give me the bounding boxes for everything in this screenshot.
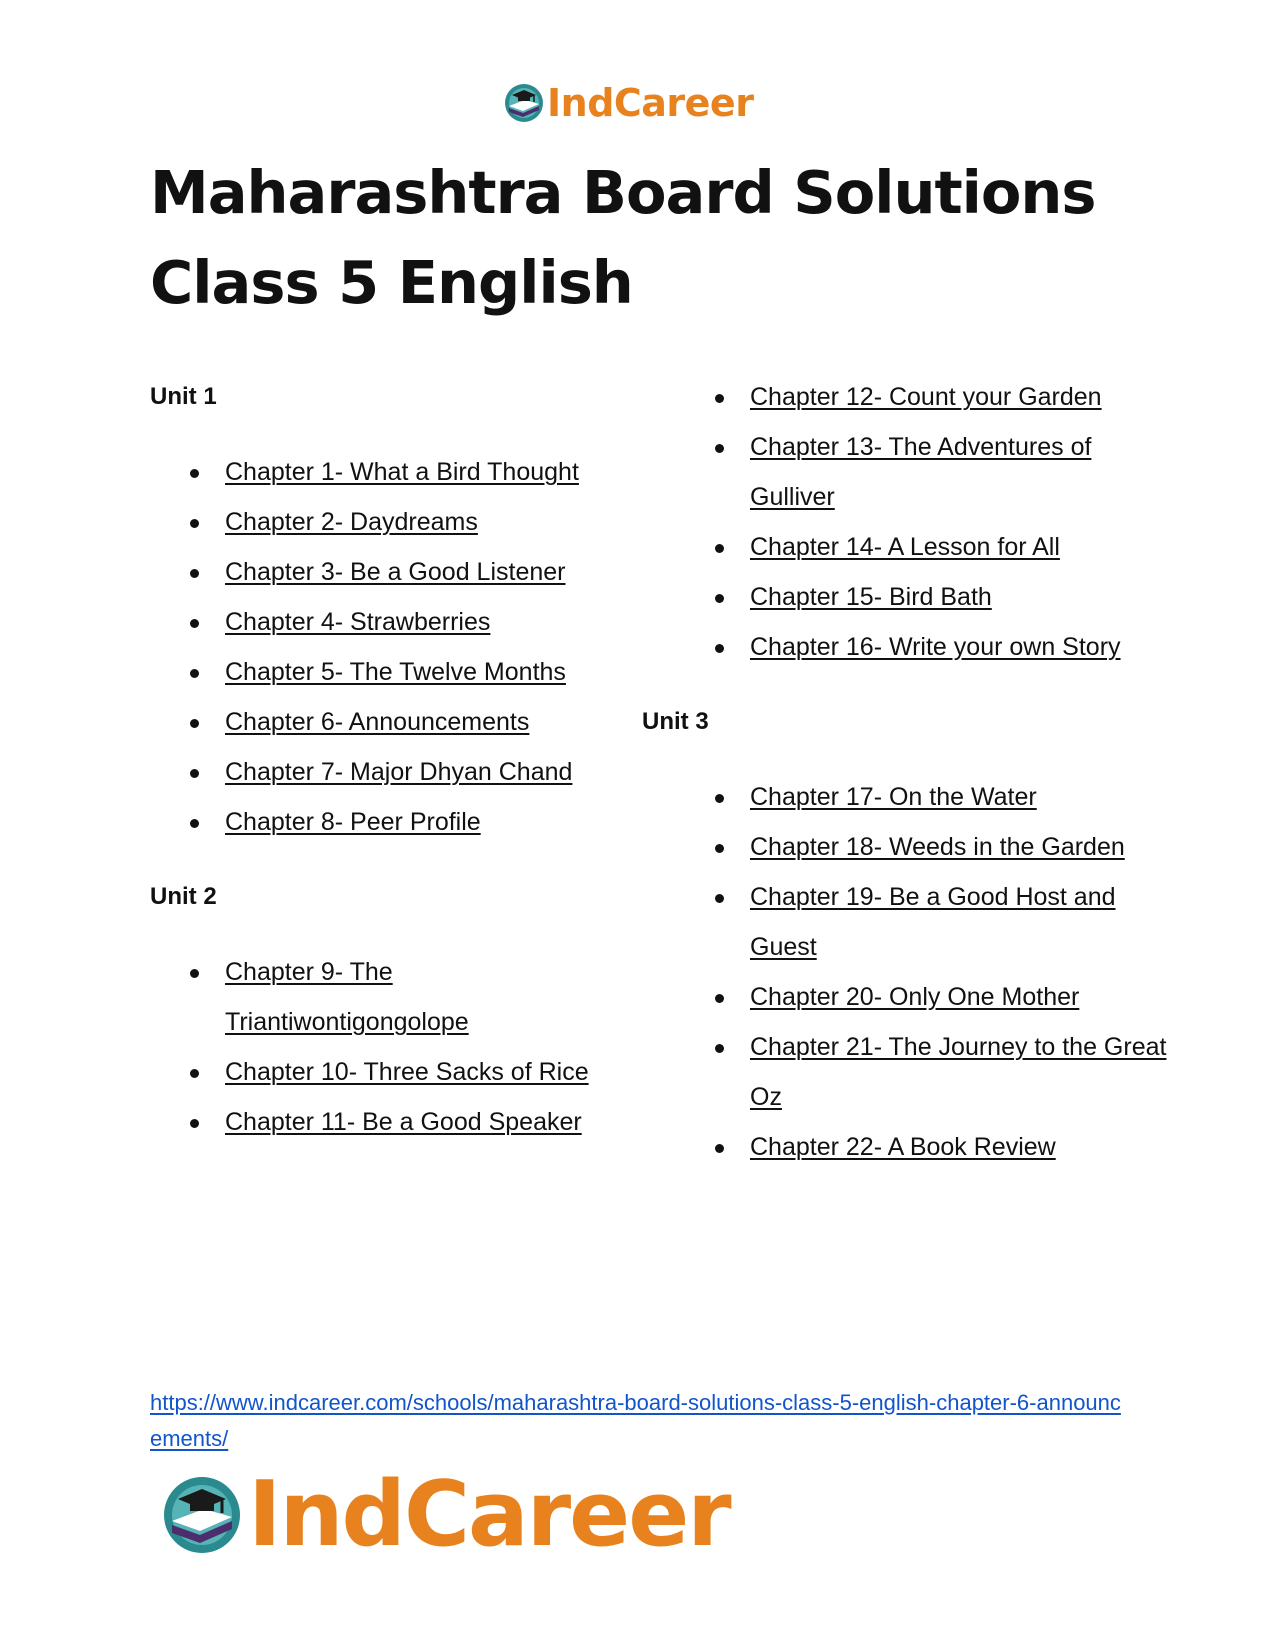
list-item bbox=[675, 572, 1175, 622]
unit-2-heading: Unit 2 bbox=[150, 883, 217, 910]
chapter-18-link[interactable]: Chapter 18- Weeds in the Garden bbox=[750, 833, 1125, 861]
list-item bbox=[150, 597, 630, 647]
chapter-6-link[interactable]: Chapter 6- Announcements bbox=[225, 708, 530, 736]
chapter-2-link[interactable]: Chapter 2- Daydreams bbox=[225, 508, 478, 536]
unit-3-heading: Unit 3 bbox=[642, 708, 709, 735]
bullet-icon bbox=[190, 769, 199, 778]
list-item bbox=[150, 1047, 630, 1097]
chapter-5-link[interactable]: Chapter 5- The Twelve Months bbox=[225, 658, 566, 686]
unit-1-heading: Unit 1 bbox=[150, 383, 217, 410]
bullet-icon bbox=[190, 569, 199, 578]
bottom-logo bbox=[160, 1462, 730, 1567]
list-item bbox=[675, 522, 1175, 572]
bullet-icon bbox=[715, 844, 724, 853]
bullet-icon bbox=[715, 594, 724, 603]
bullet-icon bbox=[715, 1144, 724, 1153]
chapter-3-link[interactable]: Chapter 3- Be a Good Listener bbox=[225, 558, 566, 586]
chapter-15-link[interactable]: Chapter 15- Bird Bath bbox=[750, 583, 992, 611]
list-item bbox=[675, 772, 1175, 822]
list-item bbox=[675, 822, 1175, 872]
footer-url-link[interactable]: https://www.indcareer.com/schools/maharashtra-board-solutions-class-5-english-chapter-6-announcements/ bbox=[150, 1390, 1121, 1451]
title-line-2: Class 5 English bbox=[150, 248, 633, 317]
bullet-icon bbox=[715, 444, 724, 453]
bullet-icon bbox=[190, 969, 199, 978]
list-item bbox=[675, 1122, 1175, 1172]
unit-2-chapter-list bbox=[150, 947, 630, 1147]
list-item bbox=[150, 797, 630, 847]
bullet-icon bbox=[190, 819, 199, 828]
bullet-icon bbox=[190, 469, 199, 478]
chapter-12-link[interactable]: Chapter 12- Count your Garden bbox=[750, 383, 1102, 411]
chapter-16-link[interactable]: Chapter 16- Write your own Story bbox=[750, 633, 1121, 661]
list-item bbox=[675, 972, 1175, 1022]
list-item bbox=[150, 697, 630, 747]
list-item bbox=[675, 622, 1175, 672]
chapter-20-link[interactable]: Chapter 20- Only One Mother bbox=[750, 983, 1080, 1011]
bullet-icon bbox=[715, 644, 724, 653]
bullet-icon bbox=[190, 619, 199, 628]
logo-wordmark: IndCareer bbox=[547, 81, 754, 125]
chapter-22-link[interactable]: Chapter 22- A Book Review bbox=[750, 1133, 1056, 1161]
chapter-10-link[interactable]: Chapter 10- Three Sacks of Rice bbox=[225, 1058, 589, 1086]
bullet-icon bbox=[715, 994, 724, 1003]
bullet-icon bbox=[190, 669, 199, 678]
list-item bbox=[675, 1022, 1175, 1122]
graduation-book-icon bbox=[503, 82, 545, 124]
unit-1-chapter-list bbox=[150, 447, 630, 847]
chapter-8-link[interactable]: Chapter 8- Peer Profile bbox=[225, 808, 481, 836]
chapter-19-link[interactable]: Chapter 19- Be a Good Host and Guest bbox=[750, 883, 1116, 961]
bullet-icon bbox=[190, 519, 199, 528]
chapter-13-link[interactable]: Chapter 13- The Adventures of Gulliver bbox=[750, 433, 1092, 511]
page-title bbox=[150, 148, 1150, 328]
bullet-icon bbox=[715, 794, 724, 803]
bullet-icon bbox=[715, 894, 724, 903]
list-item bbox=[675, 372, 1175, 422]
list-item bbox=[150, 647, 630, 697]
bullet-icon bbox=[190, 1119, 199, 1128]
right-column bbox=[642, 372, 1175, 1172]
list-item bbox=[150, 447, 630, 497]
list-item bbox=[150, 547, 630, 597]
list-item bbox=[675, 872, 1175, 972]
graduation-book-icon bbox=[160, 1473, 244, 1557]
chapter-7-link[interactable]: Chapter 7- Major Dhyan Chand bbox=[225, 758, 573, 786]
title-line-1: Maharashtra Board Solutions bbox=[150, 158, 1096, 227]
bullet-icon bbox=[715, 1044, 724, 1053]
list-item bbox=[150, 1097, 630, 1147]
chapter-11-link[interactable]: Chapter 11- Be a Good Speaker bbox=[225, 1108, 582, 1136]
chapter-1-link[interactable]: Chapter 1- What a Bird Thought bbox=[225, 458, 579, 486]
bullet-icon bbox=[715, 544, 724, 553]
chapter-14-link[interactable]: Chapter 14- A Lesson for All bbox=[750, 533, 1060, 561]
chapter-21-link[interactable]: Chapter 21- The Journey to the Great Oz bbox=[750, 1033, 1167, 1111]
chapter-4-link[interactable]: Chapter 4- Strawberries bbox=[225, 608, 491, 636]
left-column bbox=[150, 372, 630, 1147]
chapter-9-link[interactable]: Chapter 9- The Triantiwontigongolope bbox=[225, 958, 469, 1036]
list-item bbox=[150, 497, 630, 547]
list-item bbox=[675, 422, 1175, 522]
top-logo bbox=[503, 80, 753, 126]
list-item bbox=[150, 747, 630, 797]
bullet-icon bbox=[190, 1069, 199, 1078]
unit-2-chapter-list-continued bbox=[675, 372, 1175, 672]
unit-3-chapter-list bbox=[675, 772, 1175, 1172]
chapter-17-link[interactable]: Chapter 17- On the Water bbox=[750, 783, 1037, 811]
logo-wordmark: IndCareer bbox=[248, 1462, 730, 1567]
bullet-icon bbox=[715, 394, 724, 403]
list-item bbox=[150, 947, 630, 1047]
bullet-icon bbox=[190, 719, 199, 728]
